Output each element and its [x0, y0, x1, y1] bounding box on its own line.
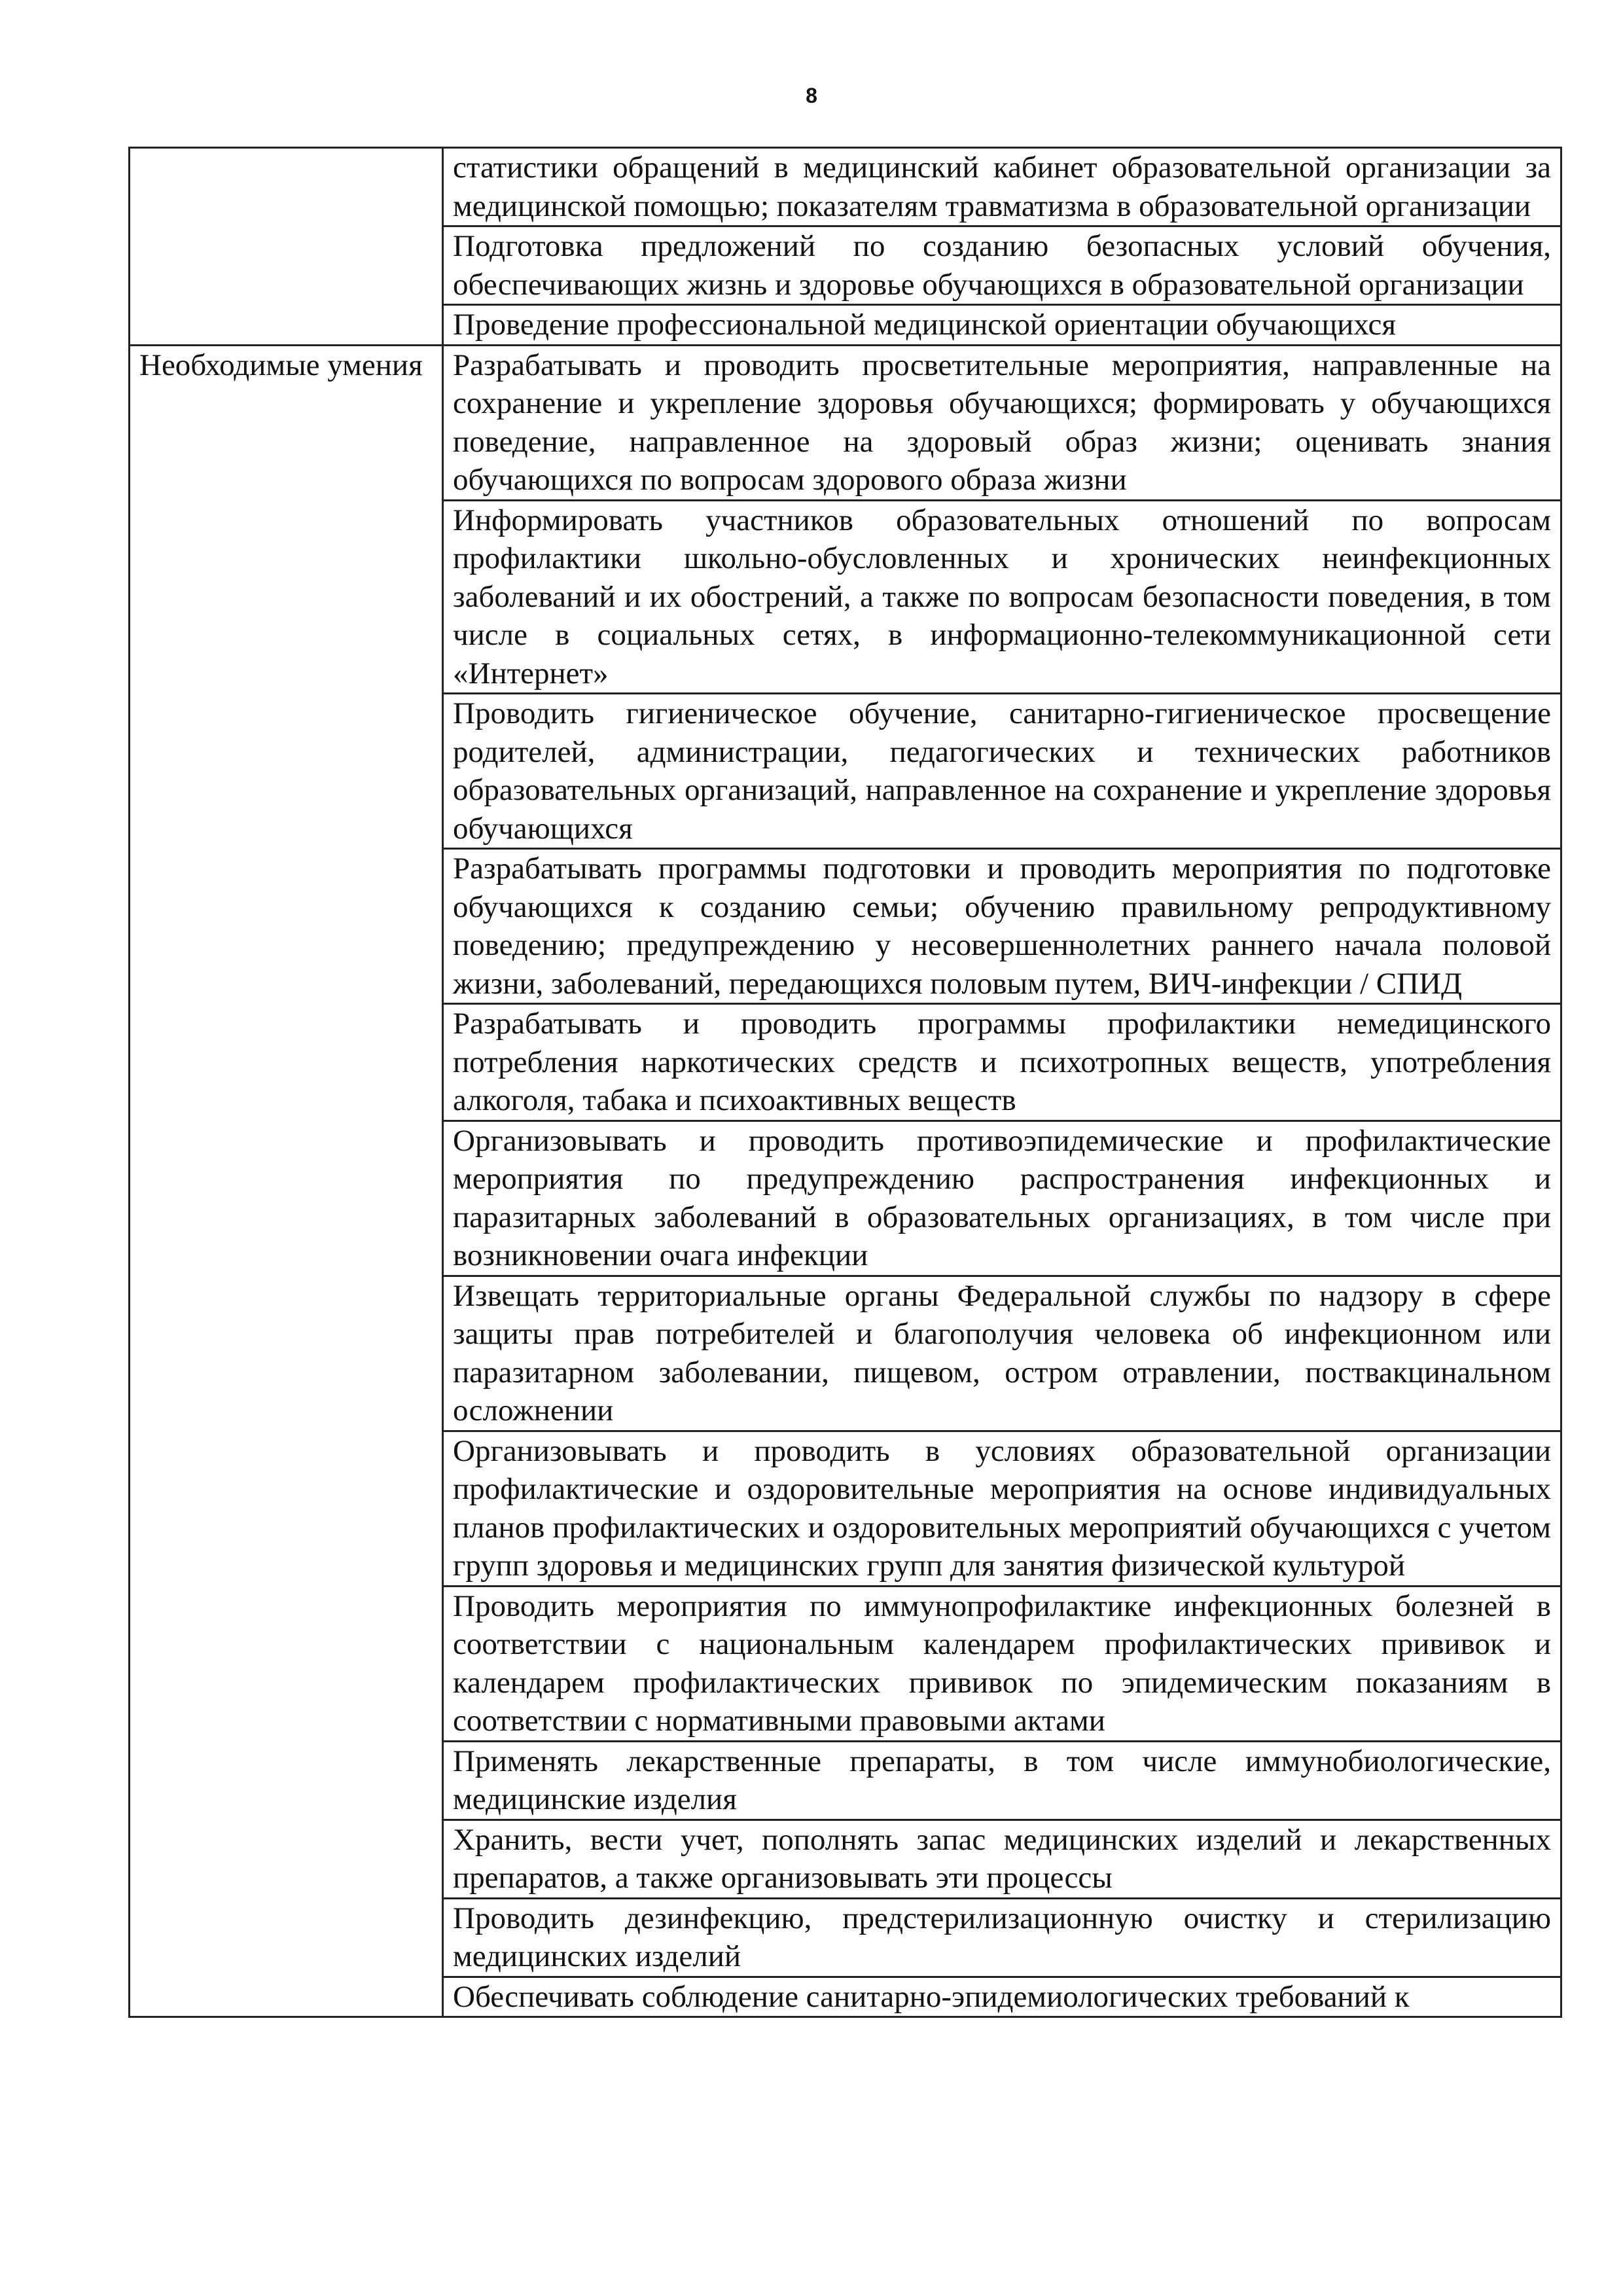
table-cell: Подготовка предложений по созданию безопасных условий обучения, обеспечивающих жизнь и здоровье обучающихся в образовательной организации — [443, 226, 1561, 305]
table-cell: Организовывать и проводить в условиях образовательной организации профилактические и оздоровительные мероприятия на основе индивидуальных планов профилактических и оздоровительных мероприятий обучающихся с учетом групп здоровья и медицинских групп для занятия физической культурой — [443, 1431, 1561, 1586]
skills-label: Необходимые умения — [130, 345, 443, 2017]
table-cell: статистики обращений в медицинский кабинет образовательной организации за медицинской помощью; показателям травматизма в образовательной организации — [443, 148, 1561, 226]
table-cell: Извещать территориальные органы Федеральной службы по надзору в сфере защиты прав потребителей и благополучия человека об инфекционном или паразитарном заболевании, пищевом, остром отравлении, поствакцинальном осложнении — [443, 1276, 1561, 1431]
table-row — [130, 148, 1561, 226]
table-cell: Разрабатывать и проводить просветительные мероприятия, направленные на сохранение и укрепление здоровья обучающихся; формировать у обучающихся поведение, направленное на здоровый образ жизни; оценивать знания обучающихся по вопросам здорового образа жизни — [443, 345, 1561, 500]
table-cell: Хранить, вести учет, пополнять запас медицинских изделий и лекарственных препаратов, а также организовывать эти процессы — [443, 1820, 1561, 1898]
page-number: 8 — [806, 84, 817, 107]
table-cell: Проводить дезинфекцию, предстерилизационную очистку и стерилизацию медицинских изделий — [443, 1898, 1561, 1977]
table-cell: Проведение профессиональной медицинской ориентации обучающихся — [443, 305, 1561, 346]
competency-table — [128, 147, 1562, 2018]
table-cell: Применять лекарственные препараты, в том числе иммунобиологические, медицинские изделия — [443, 1741, 1561, 1820]
table-cell: Обеспечивать соблюдение санитарно-эпидемиологических требований к — [443, 1977, 1561, 2017]
table-row — [130, 345, 1561, 500]
table-cell: Проводить гигиеническое обучение, санитарно-гигиеническое просвещение родителей, администрации, педагогических и технических работников образовательных организаций, направленное на сохранение и укрепление здоровья обучающихся — [443, 694, 1561, 849]
table-cell: Проводить мероприятия по иммунопрофилактике инфекционных болезней в соответствии с национальным календарем профилактических прививок и календарем профилактических прививок по эпидемическим показаниям в соответствии с нормативными правовыми актами — [443, 1586, 1561, 1741]
table-cell: Разрабатывать программы подготовки и проводить мероприятия по подготовке обучающихся к созданию семьи; обучению правильному репродуктивному поведению; предупреждению у несовершеннолетних раннего начала половой жизни, заболеваний, передающихся половым путем, ВИЧ-инфекции / СПИД — [443, 849, 1561, 1004]
table-cell: Разрабатывать и проводить программы профилактики немедицинского потребления наркотических средств и психотропных веществ, употребления алкоголя, табака и психоактивных веществ — [443, 1004, 1561, 1121]
table-cell: Информировать участников образовательных отношений по вопросам профилактики школьно-обусловленных и хронических неинфекционных заболеваний и их обострений, а также по вопросам безопасности поведения, в том числе в социальных сетях, в информационно-телекоммуникационной сети «Интернет» — [443, 500, 1561, 694]
empty-label-cell — [130, 148, 443, 346]
table-cell: Организовывать и проводить противоэпидемические и профилактические мероприятия по предупреждению распространения инфекционных и паразитарных заболеваний в образовательных организациях, в том числе при возникновении очага инфекции — [443, 1121, 1561, 1276]
